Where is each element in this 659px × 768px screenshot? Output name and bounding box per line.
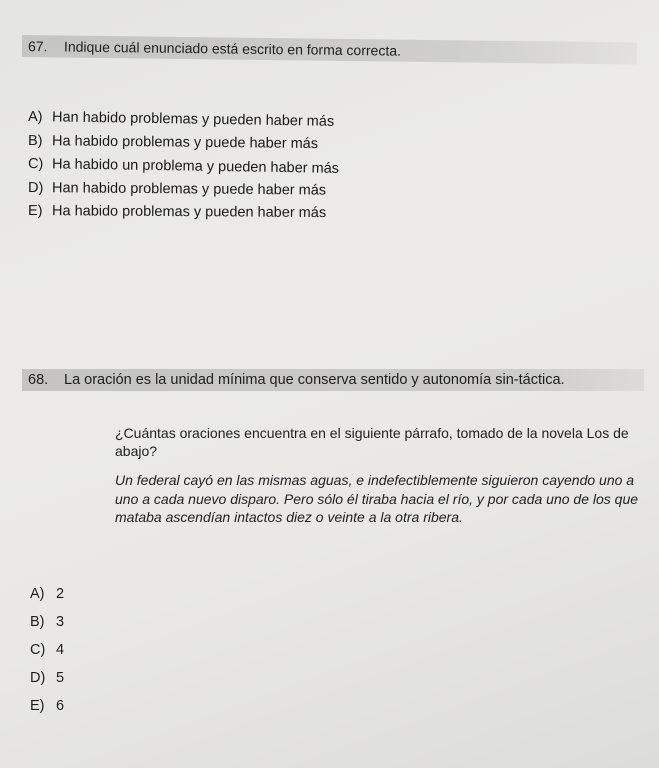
option-67-b[interactable] <box>28 130 339 157</box>
option-letter: D) <box>30 670 46 686</box>
option-letter: D) <box>27 179 44 196</box>
option-67-d[interactable] <box>28 177 339 203</box>
option-letter: B) <box>30 614 45 630</box>
option-text: 4 <box>56 642 65 658</box>
option-text: 5 <box>56 670 65 686</box>
question-68-text: La oración es la unidad mínima que conserva sentido y autonomía sin-táctica. <box>64 372 565 388</box>
option-68-d[interactable] <box>30 664 64 692</box>
question-68-number: 68. <box>28 372 49 388</box>
option-text: Han habido problemas y puede haber más <box>51 179 327 199</box>
question-67-number: 67. <box>27 38 48 55</box>
option-letter: C) <box>30 642 46 658</box>
option-text: Han habido problemas y pueden haber más <box>51 109 335 130</box>
option-68-e[interactable] <box>30 692 64 720</box>
question-67-options <box>28 106 339 224</box>
option-67-e[interactable] <box>28 200 339 226</box>
question-68-quote: Un federal cayó en las mismas aguas, e indefectiblemente siguieron cayendo uno a uno a cada nuevo disparo. Pero sólo él tiraba hacia el río, y por cada uno de los que mataba ascendían intactos diez o veinte a la otra ribera. <box>115 472 639 525</box>
option-letter: C) <box>27 156 44 173</box>
question-68-options <box>30 580 64 720</box>
question-68-prompt: ¿Cuántas oraciones encuentra en el siguiente párrafo, tomado de la novela Los de abajo? <box>115 425 629 459</box>
option-text: Ha habido un problema y pueden haber más <box>51 156 340 177</box>
option-letter: E) <box>30 698 45 714</box>
option-text: Ha habido problemas y puede haber más <box>51 132 319 152</box>
option-text: Ha habido problemas y pueden haber más <box>51 203 327 222</box>
option-68-c[interactable] <box>30 636 64 664</box>
option-68-b[interactable] <box>30 608 64 636</box>
question-68-header <box>22 369 644 391</box>
question-67-header <box>22 35 637 65</box>
option-text: 6 <box>56 698 65 714</box>
option-68-a[interactable] <box>30 580 64 608</box>
option-letter: E) <box>27 203 43 220</box>
question-67-text: Indique cuál enunciado está escrito en forma correcta. <box>63 38 402 59</box>
option-letter: B) <box>27 132 43 149</box>
option-text: 2 <box>56 586 65 602</box>
option-text: 3 <box>56 614 65 630</box>
option-letter: A) <box>30 586 45 602</box>
option-letter: A) <box>27 109 43 126</box>
